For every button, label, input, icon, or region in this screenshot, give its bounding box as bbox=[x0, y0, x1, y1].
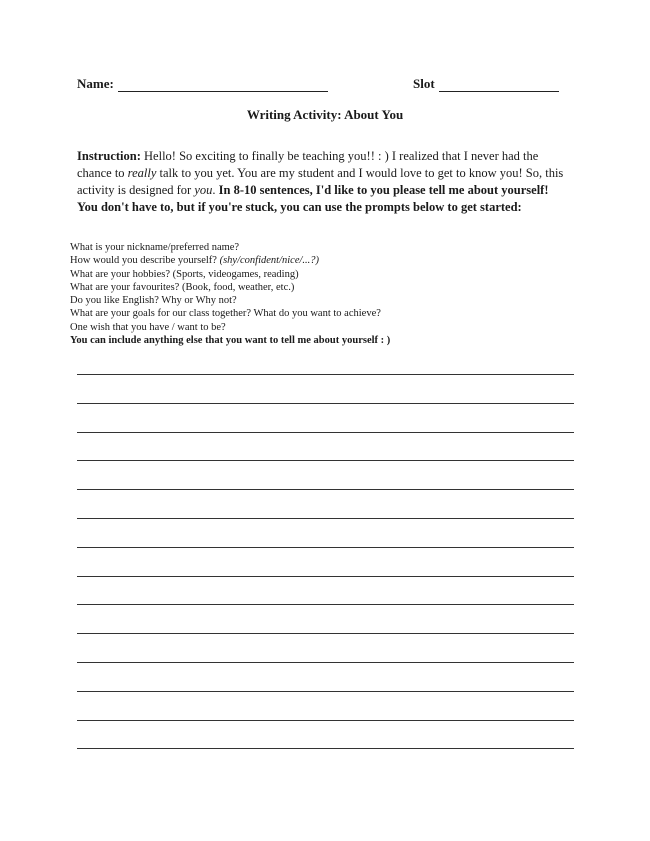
name-label: Name: bbox=[77, 76, 114, 91]
prompt-item: What are your favourites? (Book, food, weather, etc.) bbox=[70, 281, 295, 293]
name-blank[interactable] bbox=[118, 91, 328, 92]
writing-line[interactable] bbox=[77, 604, 574, 633]
instruction-text-1: Hello! So exciting to finally be teaching you!! : ) I realized that I never had the chance to bbox=[77, 149, 539, 180]
instruction-text-2: talk to you yet. You are my student and I would love to get to know you! So, this activity is designed for bbox=[77, 166, 564, 197]
prompt-item: What are your hobbies? (Sports, videogames, reading) bbox=[70, 268, 299, 280]
slot-label: Slot bbox=[413, 76, 435, 91]
writing-line[interactable] bbox=[77, 403, 574, 432]
writing-line[interactable] bbox=[77, 518, 574, 547]
prompt-list bbox=[70, 241, 570, 347]
instruction-bold-text: In 8-10 sentences, I'd like to you please tell me about yourself! You don't have to, but if you're stuck, you can use the prompts below to get started: bbox=[77, 183, 549, 214]
prompt-item bbox=[70, 254, 570, 267]
writing-line[interactable] bbox=[77, 489, 574, 518]
writing-line[interactable] bbox=[77, 633, 574, 662]
writing-line[interactable] bbox=[77, 691, 574, 720]
writing-line[interactable] bbox=[77, 576, 574, 605]
instruction-emph-you: you bbox=[194, 183, 213, 197]
instruction-emph-really: really bbox=[127, 166, 157, 180]
slot-blank[interactable] bbox=[439, 91, 559, 92]
prompt-item: What are your goals for our class together? What do you want to achieve? bbox=[70, 308, 381, 320]
writing-area[interactable] bbox=[77, 374, 574, 777]
writing-line[interactable] bbox=[77, 748, 574, 777]
prompt-item-example: (shy/confident/nice/...?) bbox=[219, 255, 320, 267]
writing-line[interactable] bbox=[77, 662, 574, 691]
prompt-item-text: How would you describe yourself? bbox=[70, 255, 220, 267]
writing-line[interactable] bbox=[77, 460, 574, 489]
instruction-paragraph bbox=[77, 148, 567, 216]
prompt-item: One wish that you have / want to be? bbox=[70, 321, 226, 333]
writing-line[interactable] bbox=[77, 547, 574, 576]
instruction-label: Instruction: bbox=[77, 149, 141, 163]
writing-line[interactable] bbox=[77, 720, 574, 749]
instruction-text-3: . bbox=[212, 183, 219, 197]
header-row bbox=[77, 76, 567, 96]
writing-line[interactable] bbox=[77, 374, 574, 403]
writing-line[interactable] bbox=[77, 432, 574, 461]
page-title: Writing Activity: About You bbox=[246, 107, 404, 122]
prompt-item: What is your nickname/preferred name? bbox=[70, 242, 240, 253]
prompt-closing: You can include anything else that you want to tell me about yourself : ) bbox=[70, 335, 391, 347]
prompt-item: Do you like English? Why or Why not? bbox=[70, 295, 237, 307]
